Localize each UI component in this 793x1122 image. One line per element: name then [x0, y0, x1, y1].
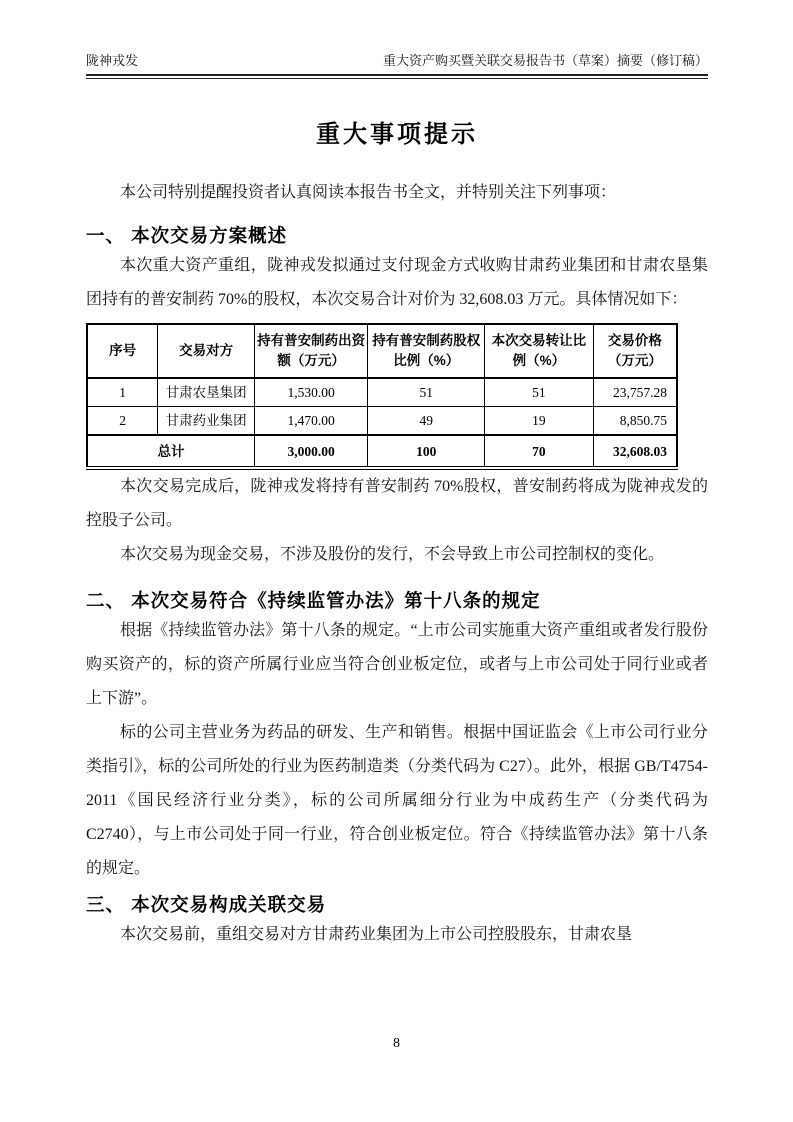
col-header-equity-ratio: 持有普安制药股权比例（%） [368, 324, 485, 378]
header-company-name: 陇神戎发 [86, 53, 139, 68]
cell-index: 1 [87, 378, 158, 407]
table-row [87, 378, 677, 407]
page-title: 重大事项提示 [316, 121, 478, 148]
cell-capital: 1,530.00 [255, 378, 368, 407]
col-header-price: 交易价格（万元） [593, 324, 677, 378]
running-header [86, 52, 708, 73]
table-row [87, 407, 677, 436]
cell-counterparty: 甘肃药业集团 [158, 407, 255, 436]
cell-index: 2 [87, 407, 158, 436]
col-header-counterparty: 交易对方 [158, 324, 255, 378]
table-header-row [87, 324, 677, 378]
intro-paragraph: 本公司特别提醒投资者认真阅读本报告书全文，并特别关注下列事项： [120, 184, 617, 201]
header-divider [86, 74, 708, 79]
total-transfer-ratio: 70 [485, 435, 594, 468]
total-capital: 3,000.00 [255, 435, 368, 468]
col-header-index: 序号 [87, 324, 158, 378]
section-2-paragraph-1: 根据《持续监管办法》第十八条的规定。“上市公司实施重大资产重组或者发行股份购买资产的，标的资产所属行业应当符合创业板定位，或者与上市公司处于同行业或者上下游”。 [86, 622, 708, 707]
transaction-table [86, 323, 678, 470]
section-1-heading: 一、 本次交易方案概述 [86, 225, 288, 246]
col-header-capital: 持有普安制药出资额（万元） [255, 324, 368, 378]
col-header-transfer-ratio: 本次交易转让比例（%） [485, 324, 594, 378]
cell-price: 8,850.75 [593, 407, 677, 436]
section-3-paragraph-1: 本次交易前，重组交易对方甘肃药业集团为上市公司控股股东，甘肃农垦 [120, 926, 633, 943]
cell-equity-ratio: 51 [368, 378, 485, 407]
section-1-paragraph-1: 本次重大资产重组，陇神戎发拟通过支付现金方式收购甘肃药业集团和甘肃农垦集团持有的普安制药 70%的股权，本次交易合计对价为 32,608.03 万元。具体情况如下： [86, 257, 708, 308]
total-equity-ratio: 100 [368, 435, 485, 468]
section-1-paragraph-3: 本次交易为现金交易，不涉及股份的发行，不会导致上市公司控制权的变化。 [120, 546, 665, 563]
cell-transfer-ratio: 51 [485, 378, 594, 407]
section-2-heading: 二、 本次交易符合《持续监管办法》第十八条的规定 [86, 590, 541, 611]
cell-capital: 1,470.00 [255, 407, 368, 436]
section-2-paragraph-2: 标的公司主营业务为药品的研发、生产和销售。根据中国证监会《上市公司行业分类指引》，标的公司所处的行业为医药制造类（分类代码为 C27）。此外，根据 GB/T4754-2011《国民经济行业分类》，标的公司所属细分行业为中成药生产（分类代码为 C2740），与上市公司处于同一行业，符合创业板定位。符合《持续监管办法》第十八条的规定。 [86, 724, 708, 877]
section-1-paragraph-2: 本次交易完成后，陇神戎发将持有普安制药 70%股权，普安制药将成为陇神戎发的控股子公司。 [86, 478, 708, 529]
section-3-heading: 三、 本次交易构成关联交易 [86, 894, 327, 915]
total-label: 总计 [87, 435, 255, 468]
header-doc-title: 重大资产购买暨关联交易报告书（草案）摘要（修订稿） [382, 53, 708, 68]
cell-equity-ratio: 49 [368, 407, 485, 436]
total-price: 32,608.03 [593, 435, 677, 468]
page-number: 8 [393, 1036, 400, 1051]
table-total-row [87, 435, 677, 468]
cell-transfer-ratio: 19 [485, 407, 594, 436]
cell-price: 23,757.28 [593, 378, 677, 407]
cell-counterparty: 甘肃农垦集团 [158, 378, 255, 407]
